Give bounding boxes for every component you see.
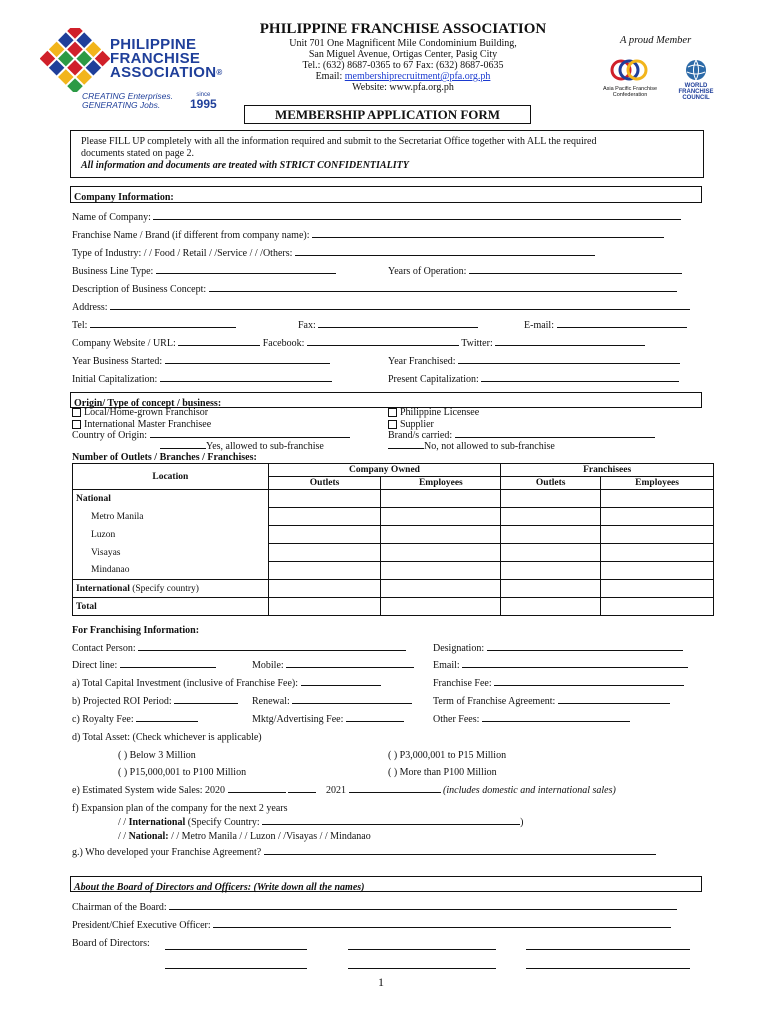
label: Brand/s carried: — [388, 430, 453, 441]
industry-others-field[interactable] — [295, 255, 595, 256]
term-field[interactable] — [558, 703, 670, 704]
no-subfranchise-blank[interactable] — [388, 448, 424, 449]
asset-option-4[interactable]: ( ) More than P100 Million — [388, 767, 497, 778]
instruction-text: documents stated on page 2. — [81, 148, 195, 159]
board-section-header — [70, 876, 702, 892]
sales-2020-field-2[interactable] — [288, 792, 316, 793]
col-outlets: Outlets — [268, 477, 381, 490]
logo-text: FRANCHISE — [110, 50, 201, 67]
section-title: About the Board of Directors and Officers: (Write down all the names) — [74, 882, 365, 893]
direct-line-field[interactable] — [120, 667, 216, 668]
designation-field[interactable] — [487, 650, 683, 651]
director-field[interactable] — [165, 938, 307, 950]
tel-field[interactable] — [90, 327, 236, 328]
label: E-mail: — [524, 320, 554, 331]
licensee-checkbox[interactable] — [388, 408, 397, 417]
label: Fax: — [298, 320, 316, 331]
mobile-field[interactable] — [286, 667, 414, 668]
label: Address: — [72, 302, 108, 313]
business-line-field[interactable] — [156, 273, 336, 274]
label: Initial Capitalization: — [72, 374, 158, 385]
label: Board of Directors: — [72, 938, 150, 949]
tagline: GENERATING Jobs. — [82, 100, 161, 110]
label: Present Capitalization: — [388, 374, 479, 385]
sales-note: (includes domestic and international sales) — [443, 785, 616, 796]
asset-option-2[interactable]: ( ) P3,000,001 to P15 Million — [388, 750, 507, 761]
table-row — [73, 490, 714, 508]
col-employees: Employees — [601, 477, 714, 490]
sales-2020-field[interactable] — [228, 792, 286, 793]
section-title: Company Information: — [74, 192, 174, 203]
form-title-text: MEMBERSHIP APPLICATION FORM — [274, 107, 501, 122]
label: Company Website / URL: — [72, 338, 176, 349]
label: (Specify Country: — [187, 817, 260, 828]
label: Renewal: — [252, 696, 290, 707]
label: a) Total Capital Investment (inclusive of Franchise Fee): — [72, 678, 298, 689]
logo-text: PHILIPPINE — [110, 36, 197, 53]
label: President/Chief Executive Officer: — [72, 920, 211, 931]
concept-field[interactable] — [209, 291, 677, 292]
director-field[interactable] — [165, 957, 307, 969]
director-field[interactable] — [526, 938, 690, 950]
franchising-section-title: For Franchising Information: — [72, 625, 200, 636]
label: Mobile: — [252, 660, 284, 671]
instruction-text: Please FILL UP completely with all the information required and submit to the Secretariat Office together with ALL the required — [81, 136, 597, 147]
wfc-text: WORLD — [684, 83, 708, 89]
row-national: National — [73, 490, 269, 508]
national-checkbox[interactable]: / / — [118, 831, 127, 842]
industry-options[interactable]: Type of Industry: / / Food / Retail / /Service / / /Others: — [72, 248, 293, 259]
label: Term of Franchise Agreement: — [433, 696, 556, 707]
label: g.) Who developed your Franchise Agreement? — [72, 847, 262, 858]
chairman-field[interactable] — [169, 909, 677, 910]
local-checkbox[interactable] — [72, 408, 81, 417]
apfc-caption: Asia Pacific Franchise Confederation — [602, 86, 658, 98]
row-total: Total — [73, 598, 269, 616]
label: c) Royalty Fee: — [72, 714, 134, 725]
contact-person-field[interactable] — [138, 650, 406, 651]
label: Email: — [433, 660, 460, 671]
since-label: since — [196, 92, 211, 98]
col-outlets: Outlets — [501, 477, 601, 490]
present-cap-field[interactable] — [481, 381, 679, 382]
label: Philippine Licensee — [400, 407, 480, 418]
row-mindanao: Mindanao — [73, 562, 269, 580]
row-luzon: Luzon — [73, 526, 269, 544]
website-field[interactable] — [178, 345, 260, 346]
apfc-logo-icon — [604, 55, 654, 87]
col-company-owned: Company Owned — [268, 464, 501, 477]
national-options[interactable]: / / Metro Manila / / Luzon / /Visayas / / Mindanao — [171, 831, 371, 842]
diamond-grid-icon — [40, 28, 110, 92]
email-link[interactable]: membershiprecruitment@pfa.org.ph — [344, 71, 491, 82]
row-metro-manila: Metro Manila — [73, 508, 269, 526]
logo-text: ASSOCIATION — [110, 64, 217, 81]
org-address: Unit 701 One Magnificent Mile Condominium Building, — [289, 38, 517, 49]
instructions-box — [70, 130, 704, 178]
label: b) Projected ROI Period: — [72, 696, 172, 707]
table-row — [73, 544, 714, 562]
org-website: Website: www.pfa.org.ph — [352, 82, 454, 93]
label: Country of Origin: — [72, 430, 147, 441]
yes-subfranchise-blank[interactable] — [160, 448, 206, 449]
label: Year Business Started: — [72, 356, 163, 367]
since-year: 1995 — [190, 97, 217, 111]
org-address: San Miguel Avenue, Ortigas Center, Pasig City — [308, 49, 498, 60]
director-field[interactable] — [348, 938, 496, 950]
table-row — [73, 508, 714, 526]
years-operation-field[interactable] — [469, 273, 682, 274]
row-visayas: Visayas — [73, 544, 269, 562]
label: Contact Person: — [72, 643, 136, 654]
label: Chairman of the Board: — [72, 902, 167, 913]
table-row — [73, 526, 714, 544]
label: e) Estimated System wide Sales: 2020 — [72, 785, 226, 796]
year-started-field[interactable] — [165, 363, 330, 364]
proud-member-label: A proud Member — [620, 35, 692, 46]
label: Mktg/Advertising Fee: — [252, 714, 344, 725]
label: Yes, allowed to sub-franchise — [206, 441, 324, 452]
label: Twitter: — [461, 338, 493, 349]
director-field[interactable] — [526, 957, 690, 969]
brand-field[interactable] — [312, 237, 664, 238]
org-name: PHILIPPINE FRANCHISE ASSOCIATION — [259, 21, 547, 37]
company-section-header — [70, 186, 702, 203]
col-location: Location — [73, 464, 269, 490]
label: Designation: — [433, 643, 485, 654]
label: Tel: — [72, 320, 88, 331]
asset-option-3[interactable]: ( ) P15,000,001 to P100 Million — [118, 767, 247, 778]
col-franchisees: Franchisees — [501, 464, 714, 477]
label: Business Line Type: — [72, 266, 154, 277]
country-field[interactable] — [150, 437, 350, 438]
intl-checkbox[interactable]: / / — [118, 817, 127, 828]
confidentiality-note: All information and documents are treated with STRICT CONFIDENTIALITY — [81, 160, 409, 171]
registered-mark: ® — [216, 68, 223, 77]
label: 2021 — [326, 785, 347, 796]
email-label: Email: — [315, 71, 343, 82]
table-row — [73, 562, 714, 580]
international-checkbox[interactable] — [72, 420, 81, 429]
twitter-field[interactable] — [495, 345, 645, 346]
asset-option-1[interactable]: ( ) Below 3 Million — [118, 750, 196, 761]
label: Other Fees: — [433, 714, 480, 725]
expansion-label: f) Expansion plan of the company for the next 2 years — [72, 803, 288, 814]
section-title: Origin/ Type of concept / business: — [74, 398, 222, 409]
facebook-field[interactable] — [307, 345, 459, 346]
president-field[interactable] — [213, 927, 671, 928]
col-employees: Employees — [381, 477, 501, 490]
label: International — [128, 817, 186, 828]
origin-section-header — [70, 392, 702, 408]
label: National: — [128, 831, 169, 842]
supplier-checkbox[interactable] — [388, 420, 397, 429]
label: No, not allowed to sub-franchise — [424, 441, 555, 452]
label: Name of Company: — [72, 212, 151, 223]
table-row — [73, 580, 714, 598]
capital-investment-field[interactable] — [301, 685, 381, 686]
outlets-table — [72, 463, 714, 616]
director-field[interactable] — [348, 957, 496, 969]
wfc-text: FRANCHISE — [678, 89, 714, 95]
email-field[interactable] — [557, 327, 687, 328]
label: Local/Home-grown Franchisor — [84, 407, 209, 418]
form-title — [244, 105, 531, 124]
year-franchised-field[interactable] — [458, 363, 680, 364]
label: Description of Business Concept: — [72, 284, 207, 295]
org-phone: Tel.: (632) 8687-0365 to 67 Fax: (632) 8687-0635 — [302, 60, 504, 71]
row-international: International (Specify country) — [73, 580, 269, 598]
mktg-fee-field[interactable] — [346, 721, 404, 722]
initial-cap-field[interactable] — [160, 381, 332, 382]
sales-2021-field[interactable] — [349, 792, 441, 793]
agreement-developer-field[interactable] — [264, 854, 656, 855]
royalty-field[interactable] — [136, 721, 198, 722]
fax-field[interactable] — [318, 327, 478, 328]
label: Direct line: — [72, 660, 118, 671]
outlets-section-title: Number of Outlets / Branches / Franchises: — [72, 452, 257, 463]
label: Franchise Name / Brand (if different from company name): — [72, 230, 310, 241]
label: Facebook: — [262, 338, 305, 349]
label: Years of Operation: — [388, 266, 467, 277]
label: Year Franchised: — [388, 356, 456, 367]
expansion-country-field[interactable] — [262, 824, 520, 825]
table-row — [73, 598, 714, 616]
tagline: CREATING Enterprises. — [82, 91, 174, 101]
company-name-field[interactable] — [153, 219, 681, 220]
label: Supplier — [400, 419, 434, 430]
label: Franchise Fee: — [433, 678, 492, 689]
franchise-fee-field[interactable] — [494, 685, 684, 686]
total-asset-label: d) Total Asset: (Check whichever is applicable) — [72, 732, 262, 743]
pfa-logo — [40, 28, 250, 112]
franchise-email-field[interactable] — [462, 667, 688, 668]
label: International Master Franchisee — [84, 419, 212, 430]
roi-field[interactable] — [174, 703, 238, 704]
brands-field[interactable] — [455, 437, 655, 438]
wfc-text: COUNCIL — [682, 95, 710, 101]
globe-icon — [684, 58, 708, 82]
other-fees-field[interactable] — [482, 721, 630, 722]
address-field[interactable] — [110, 309, 690, 310]
page-number: 1 — [378, 975, 384, 989]
renewal-field[interactable] — [292, 703, 412, 704]
